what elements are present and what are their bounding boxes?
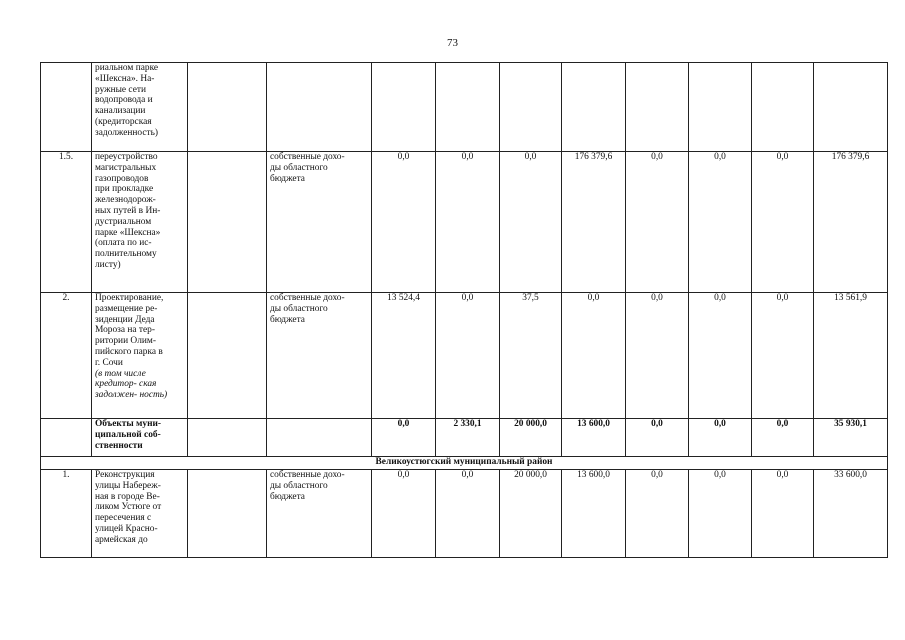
value-cell: 0,0	[562, 293, 626, 419]
object-name-line: водопровода и	[95, 95, 153, 106]
object-name	[92, 63, 188, 152]
object-name-line: переустройство	[95, 152, 158, 162]
value-cell: 0,0	[500, 152, 562, 293]
object-name-line: листу)	[95, 259, 121, 270]
value-cell: 0,0	[626, 293, 689, 419]
funding-source-line: бюджета	[270, 173, 305, 184]
object-name-line: парке «Шексна»	[95, 227, 161, 238]
value-cell: 20 000,0	[500, 470, 562, 558]
object-name-line: Мороза на тер-	[95, 325, 155, 336]
object-name	[92, 470, 188, 558]
object-name-line: ных путей в Ин-	[95, 205, 161, 216]
table-row	[41, 152, 888, 293]
object-name-line: магистральных	[95, 162, 157, 173]
value-cell: 0,0	[436, 152, 500, 293]
district-row	[41, 457, 888, 470]
value-total: 176 379,6	[814, 152, 888, 293]
object-name-line: полнительному	[95, 249, 157, 260]
funding-source	[267, 63, 372, 152]
object-name-line: Проектирование,	[95, 293, 164, 303]
object-name-line: газопроводов	[95, 173, 149, 184]
object-name-line: ципальной соб-	[95, 429, 161, 440]
object-name-line: канализации	[95, 106, 146, 117]
value-cell: 0,0	[626, 152, 689, 293]
value-cell: 0,0	[372, 419, 436, 457]
object-name-line: улицей Красно-	[95, 523, 158, 534]
value-cell: 0,0	[626, 419, 689, 457]
object-name-line: ружные сети	[95, 84, 146, 95]
value-cell: 176 379,6	[562, 152, 626, 293]
value-cell: 13 524,4	[372, 293, 436, 419]
object-name-line: пийского парка в	[95, 346, 163, 357]
funding-source-line: бюджета	[270, 314, 305, 325]
value-total: 13 561,9	[814, 293, 888, 419]
funding-source-line: собственные дохо-	[270, 152, 345, 162]
object-name-line: ная в городе Ве-	[95, 491, 160, 502]
district-title: Великоустюгский муниципальный район	[41, 457, 888, 470]
object-name-line: железнодорож-	[95, 195, 156, 206]
object-name-line: г. Сочи	[95, 357, 123, 368]
table-row	[41, 293, 888, 419]
budget-table	[40, 62, 888, 558]
row-number: 1.	[41, 470, 92, 558]
object-name-line: риальном парке	[95, 63, 159, 73]
object-name-line: армейская до	[95, 534, 148, 545]
value-cell: 0,0	[689, 293, 752, 419]
empty-cell	[188, 470, 267, 558]
object-name-line: Реконструкция	[95, 470, 155, 480]
value-cell: 0,0	[436, 293, 500, 419]
table-row	[41, 63, 888, 152]
object-name-line: Объекты муни-	[95, 419, 162, 429]
funding-source	[267, 293, 372, 419]
value-cell	[562, 63, 626, 152]
object-name-line: ликом Устюге от	[95, 502, 162, 513]
funding-source	[267, 419, 372, 457]
value-cell: 0,0	[752, 293, 814, 419]
value-cell: 0,0	[752, 419, 814, 457]
value-cell: 0,0	[626, 470, 689, 558]
row-number	[41, 63, 92, 152]
value-cell: 0,0	[689, 419, 752, 457]
value-total: 33 600,0	[814, 470, 888, 558]
funding-source-line: ды областного	[270, 303, 328, 314]
funding-source-line: ды областного	[270, 480, 328, 491]
value-cell: 20 000,0	[500, 419, 562, 457]
value-cell	[689, 63, 752, 152]
empty-cell	[188, 419, 267, 457]
funding-source-line: собственные дохо-	[270, 470, 345, 480]
value-cell: 2 330,1	[436, 419, 500, 457]
value-cell	[626, 63, 689, 152]
value-cell	[752, 63, 814, 152]
row-number	[41, 419, 92, 457]
object-name-line: дустриальном	[95, 216, 152, 227]
value-cell: 37,5	[500, 293, 562, 419]
row-number: 1.5.	[41, 152, 92, 293]
funding-source-line: бюджета	[270, 491, 305, 502]
funding-source-line: ды областного	[270, 162, 328, 173]
value-cell	[372, 63, 436, 152]
value-cell: 0,0	[436, 470, 500, 558]
funding-source-line: собственные дохо-	[270, 293, 345, 303]
value-cell: 13 600,0	[562, 470, 626, 558]
object-name-line: «Шексна». На-	[95, 73, 155, 84]
object-name-line: (оплата по ис-	[95, 238, 152, 249]
value-cell: 0,0	[752, 152, 814, 293]
object-name-line: ственности	[95, 440, 143, 451]
funding-source	[267, 470, 372, 558]
object-name-line: при прокладке	[95, 184, 154, 195]
value-cell: 0,0	[689, 152, 752, 293]
table-row	[41, 470, 888, 558]
object-name	[92, 293, 188, 419]
value-cell: 0,0	[372, 470, 436, 558]
object-name-line: (кредиторская	[95, 116, 152, 127]
object-note: (в том числе кредитор- ская задолжен- ность)	[95, 368, 168, 401]
value-cell: 0,0	[689, 470, 752, 558]
empty-cell	[188, 293, 267, 419]
value-cell: 0,0	[372, 152, 436, 293]
object-name-line: зиденции Деда	[95, 314, 155, 325]
total-row	[41, 419, 888, 457]
empty-cell	[188, 63, 267, 152]
object-name-line: улицы Набереж-	[95, 480, 161, 491]
page-number: 73	[447, 37, 458, 49]
object-name-line: пересечения с	[95, 513, 152, 524]
object-name-line: задолженность)	[95, 127, 159, 138]
value-total: 35 930,1	[814, 419, 888, 457]
value-total	[814, 63, 888, 152]
table-body	[41, 63, 888, 558]
object-name-line: ритории Олим-	[95, 336, 156, 347]
empty-cell	[188, 152, 267, 293]
object-name-line: размещение ре-	[95, 303, 158, 314]
value-cell: 0,0	[752, 470, 814, 558]
funding-source	[267, 152, 372, 293]
object-name	[92, 152, 188, 293]
value-cell	[500, 63, 562, 152]
row-number: 2.	[41, 293, 92, 419]
value-cell	[436, 63, 500, 152]
value-cell: 13 600,0	[562, 419, 626, 457]
object-name	[92, 419, 188, 457]
